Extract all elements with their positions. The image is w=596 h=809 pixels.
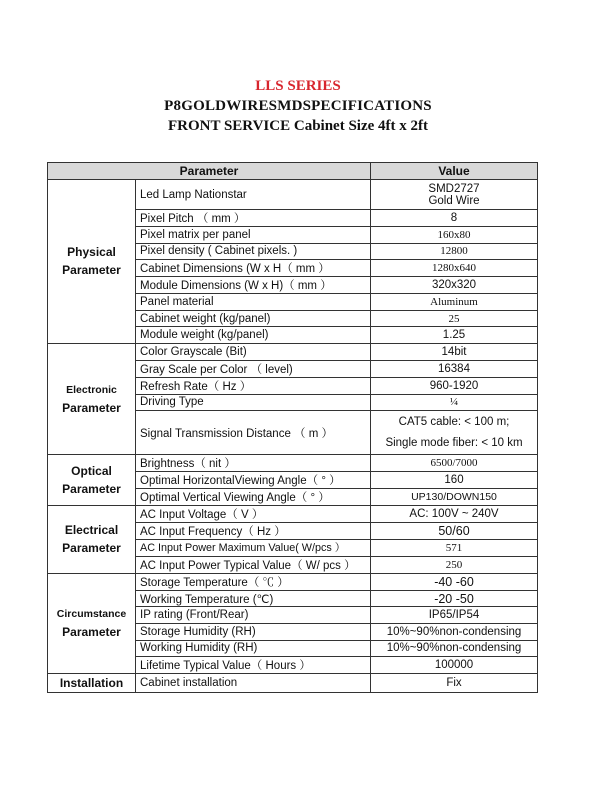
group-electrical [48, 506, 136, 574]
param-cell: Working Temperature (℃) [136, 590, 371, 607]
group-label: Parameter [62, 541, 121, 556]
value-line: Single mode fiber: < 10 km [385, 436, 523, 449]
group-label: Optical [71, 464, 112, 479]
cabinet-title: FRONT SERVICE Cabinet Size 4ft x 2ft [167, 118, 429, 134]
value-line: CAT5 cable: < 100 m; [398, 415, 510, 428]
param-cell: Refresh Rate（ Hz ） [136, 377, 371, 394]
param-cell: Working Humidity (RH) [136, 640, 371, 657]
group-label: Parameter [62, 401, 121, 416]
group-electronic [48, 343, 136, 454]
param-cell: Pixel Pitch （ mm ） [136, 210, 371, 227]
param-cell: Brightness（ nit ） [136, 455, 371, 472]
value-cell: -20 -50 [371, 590, 538, 607]
param-cell: IP rating (Front/Rear) [136, 607, 371, 624]
value-cell: -40 -60 [371, 573, 538, 590]
value-cell: 960-1920 [371, 377, 538, 394]
value-cell: 14bit [371, 343, 538, 360]
series-title: LLS SERIES [255, 78, 341, 94]
param-cell: Storage Temperature（ ℃ ） [136, 573, 371, 590]
param-cell: AC Input Power Maximum Value( W/pcs ） [136, 540, 371, 557]
group-label: Installation [59, 676, 124, 691]
value-cell: UP130/DOWN150 [371, 489, 538, 506]
value-cell [371, 411, 538, 455]
value-cell: 160 [371, 472, 538, 489]
value-cell: 12800 [371, 243, 538, 260]
spec-title: P8GOLDWIRESMDSPECIFICATIONS [164, 98, 432, 114]
table-header-row [48, 163, 538, 180]
group-label: Electrical [64, 523, 119, 538]
param-cell: Signal Transmission Distance （ m ） [136, 411, 371, 455]
value-cell: Aluminum [371, 294, 538, 311]
table-row [48, 573, 538, 590]
value-cell [371, 180, 538, 210]
param-cell: Cabinet Dimensions (W x H（ mm ） [136, 260, 371, 277]
param-cell: Gray Scale per Color （ level) [136, 360, 371, 377]
group-circumstance [48, 573, 136, 673]
param-cell: Storage Humidity (RH) [136, 623, 371, 640]
group-label: Circumstance [56, 608, 127, 621]
param-cell: Panel material [136, 294, 371, 311]
value-cell: IP65/IP54 [371, 607, 538, 624]
param-cell: AC Input Frequency（ Hz ） [136, 523, 371, 540]
table-row [48, 506, 538, 523]
value-cell: 50/60 [371, 523, 538, 540]
table-row [48, 455, 538, 472]
value-cell: 6500/7000 [371, 455, 538, 472]
group-label: Physical [67, 245, 116, 260]
param-cell: Optimal Vertical Viewing Angle（ ° ） [136, 489, 371, 506]
param-cell: Optimal HorizontalViewing Angle（ ° ） [136, 472, 371, 489]
param-cell: Driving Type [136, 394, 371, 411]
value-cell: 571 [371, 540, 538, 557]
table-row [48, 180, 538, 210]
group-optical [48, 455, 136, 506]
value-cell: ¼ [371, 394, 538, 411]
param-cell: Cabinet installation [136, 674, 371, 693]
value-cell: 160x80 [371, 227, 538, 244]
value-cell: 250 [371, 556, 538, 573]
param-cell: Cabinet weight (kg/panel) [136, 310, 371, 327]
param-cell: Module Dimensions (W x H)（ mm ） [136, 277, 371, 294]
value-cell: 1280x640 [371, 260, 538, 277]
value-line: Gold Wire [428, 194, 480, 207]
group-installation [48, 674, 136, 693]
spec-table [47, 162, 538, 693]
param-cell: Color Grayscale (Bit) [136, 343, 371, 360]
document-title-block [0, 76, 596, 136]
value-cell: 16384 [371, 360, 538, 377]
value-cell: 10%~90%non-condensing [371, 640, 538, 657]
table-row [48, 674, 538, 693]
param-cell: Led Lamp Nationstar [136, 180, 371, 210]
group-physical [48, 180, 136, 344]
value-cell: Fix [371, 674, 538, 693]
table-row [48, 343, 538, 360]
value-cell: 10%~90%non-condensing [371, 623, 538, 640]
value-cell: 25 [371, 310, 538, 327]
value-cell: 320x320 [371, 277, 538, 294]
header-parameter: Parameter [48, 163, 371, 180]
value-line: SMD2727 [428, 182, 480, 195]
group-label: Electronic [66, 384, 117, 397]
value-cell: 100000 [371, 657, 538, 674]
group-label: Parameter [62, 625, 121, 640]
value-cell: 8 [371, 210, 538, 227]
group-label: Parameter [62, 482, 121, 497]
param-cell: AC Input Voltage（ V ） [136, 506, 371, 523]
param-cell: Lifetime Typical Value（ Hours ） [136, 657, 371, 674]
param-cell: AC Input Power Typical Value（ W/ pcs ） [136, 556, 371, 573]
value-cell: AC: 100V ~ 240V [371, 506, 538, 523]
param-cell: Pixel matrix per panel [136, 227, 371, 244]
param-cell: Module weight (kg/panel) [136, 327, 371, 344]
header-value: Value [371, 163, 538, 180]
value-cell: 1.25 [371, 327, 538, 344]
group-label: Parameter [62, 263, 121, 278]
param-cell: Pixel density ( Cabinet pixels. ) [136, 243, 371, 260]
